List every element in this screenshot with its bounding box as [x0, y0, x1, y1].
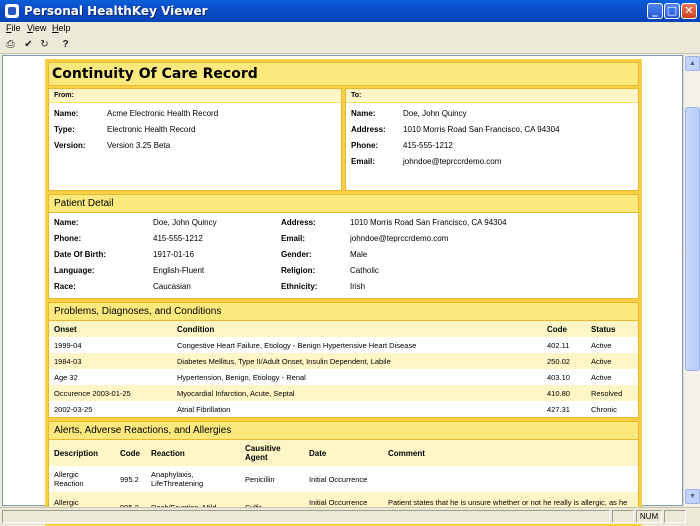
status-cell-blank: [612, 510, 634, 523]
col-alert-code: Code: [115, 440, 146, 466]
col-comment: Comment: [383, 440, 638, 466]
field-label: Language:: [54, 266, 95, 275]
field-row: [346, 154, 638, 170]
title-bar: [0, 0, 700, 22]
col-code: Code: [542, 321, 586, 337]
field-value: Caucasian: [153, 282, 191, 291]
help-icon[interactable]: ?: [62, 39, 69, 50]
col-status: Status: [586, 321, 638, 337]
field-value: 1010 Morris Road San Francisco, CA 94304: [350, 218, 507, 227]
to-section: [345, 88, 639, 191]
table-cell: 403.10: [547, 372, 570, 382]
field-value: 415-555-1212: [403, 141, 453, 150]
patient-detail-heading: Patient Detail: [49, 195, 638, 213]
col-date: Date: [304, 440, 383, 466]
field-value: 1010 Morris Road San Francisco, CA 94304: [403, 125, 560, 134]
table-cell: Occurence 2003-01-25: [49, 385, 172, 401]
field-value: Catholic: [350, 266, 379, 275]
table-cell: Chronic: [591, 404, 617, 414]
field-label: Email:: [281, 234, 306, 243]
table-row: [49, 337, 638, 353]
field-value: johndoe@teprccrdemo.com: [350, 234, 449, 243]
table-cell: Active: [591, 372, 612, 382]
table-cell: 250.02: [542, 353, 586, 369]
num-lock-indicator: NUM: [636, 510, 662, 523]
col-condition: Condition: [172, 321, 542, 337]
table-cell: [383, 466, 638, 492]
table-cell: Anaphylaxis, LifeThreatening: [151, 470, 204, 488]
status-message: [2, 510, 610, 523]
table-cell: Allergic Reaction: [54, 470, 84, 488]
app-icon[interactable]: [5, 4, 19, 18]
field-label: Religion:: [281, 266, 316, 275]
table-cell: Age 32: [54, 372, 78, 382]
maximize-button[interactable]: □: [664, 3, 680, 19]
table-cell: 402.11: [547, 340, 570, 350]
minimize-button[interactable]: _: [647, 3, 663, 19]
col-causitive-agent: Causitive Agent: [240, 440, 304, 466]
field-label: Type:: [54, 125, 75, 134]
col-description: Description: [49, 440, 115, 466]
field-row: [276, 263, 638, 279]
problems-heading: Problems, Diagnoses, and Conditions: [49, 303, 638, 321]
table-cell: Initial Occurrence: [304, 492, 383, 522]
table-cell: Atrial Fibrillation: [177, 404, 231, 414]
field-value: Electronic Health Record: [107, 125, 196, 134]
field-row: [49, 122, 341, 138]
scroll-down-button[interactable]: ▼: [685, 489, 700, 504]
problems-table: [49, 321, 638, 417]
field-row: [276, 279, 638, 295]
table-cell: Diabetes Mellitus, Type II/Adult Onset, Insulin Dependent, Labile: [172, 353, 542, 369]
table-cell: Penicillin: [245, 474, 275, 484]
field-value: Version 3.25 Beta: [107, 141, 171, 150]
field-value: English-Fluent: [153, 266, 205, 275]
field-label: Gender:: [281, 250, 312, 259]
scroll-thumb[interactable]: [685, 107, 700, 371]
field-value: johndoe@teprccrdemo.com: [403, 157, 502, 166]
field-row: [346, 122, 638, 138]
toolbar: [0, 36, 700, 54]
scroll-up-button[interactable]: ▲: [685, 56, 700, 71]
document-viewport[interactable]: [2, 55, 683, 506]
table-cell: Resolved: [586, 385, 638, 401]
table-cell: Myocardial Infarction, Acute, Septal: [172, 385, 542, 401]
problems-section: [48, 302, 639, 418]
field-label: Address:: [351, 125, 386, 134]
table-cell: Congestive Heart Failure, Etiology - Benign Hypertensive Heart Disease: [177, 340, 417, 350]
menu-bar: [0, 22, 700, 36]
field-label: Name:: [54, 218, 79, 227]
window-title: Personal HealthKey Viewer: [24, 4, 208, 18]
field-row: [276, 215, 638, 231]
table-row: [49, 401, 638, 417]
field-value: Male: [350, 250, 368, 259]
field-label: Ethnicity:: [281, 282, 318, 291]
table-row: [49, 369, 638, 385]
menu-help[interactable]: Help: [52, 23, 71, 33]
field-row: [49, 247, 276, 263]
field-label: Phone:: [54, 234, 82, 243]
print-icon[interactable]: ⎙: [6, 39, 15, 50]
table-cell: 410.80: [542, 385, 586, 401]
table-cell: 1984-03: [49, 353, 172, 369]
field-row: [49, 106, 341, 122]
vertical-scrollbar[interactable]: [683, 55, 700, 506]
field-label: Phone:: [351, 141, 379, 150]
field-row: [49, 263, 276, 279]
to-heading: To:: [346, 89, 638, 103]
table-cell: Hypertension, Benign, Etiology - Renal: [177, 372, 306, 382]
status-cell-blank-2: [664, 510, 686, 523]
field-value: Acme Electronic Health Record: [107, 109, 219, 118]
table-cell: 2002-03-25: [54, 404, 93, 414]
table-row: [49, 353, 638, 369]
table-row: [49, 466, 638, 492]
table-row: [49, 385, 638, 401]
field-label: Race:: [54, 282, 76, 291]
table-cell: 427.31: [547, 404, 570, 414]
table-cell: Active: [591, 340, 612, 350]
page-check-icon[interactable]: ✔: [24, 39, 33, 50]
field-label: Name:: [54, 109, 79, 118]
field-label: Version:: [54, 141, 86, 150]
alerts-heading: Alerts, Adverse Reactions, and Allergies: [49, 422, 638, 440]
table-cell: Initial Occurrence: [309, 474, 368, 484]
refresh-icon[interactable]: ↻: [40, 39, 49, 50]
status-bar: [0, 507, 700, 524]
field-row: [276, 231, 638, 247]
close-button[interactable]: ✕: [681, 3, 697, 19]
field-label: Name:: [351, 109, 376, 118]
field-label: Date Of Birth:: [54, 250, 106, 259]
field-row: [346, 106, 638, 122]
field-value: 1917-01-16: [153, 250, 194, 259]
field-row: [346, 138, 638, 154]
col-onset: Onset: [49, 321, 172, 337]
field-label: Email:: [351, 157, 376, 166]
field-row: [49, 279, 276, 295]
patient-detail-section: [48, 194, 639, 299]
field-value: Irish: [350, 282, 366, 291]
field-row: [49, 215, 276, 231]
field-row: [49, 231, 276, 247]
table-cell: Patient states that he is unsure whether or not he really is allergic, as he: [383, 492, 638, 522]
menu-view[interactable]: View: [27, 23, 47, 33]
menu-file[interactable]: File: [6, 23, 21, 33]
ccr-document: [45, 59, 642, 526]
field-value: Doe, John Quincy: [153, 218, 217, 227]
table-cell: Allergic: [49, 492, 115, 522]
field-value: 415-555-1212: [153, 234, 203, 243]
from-section: [48, 88, 342, 191]
table-cell: 1999-04: [54, 340, 82, 350]
from-heading: From:: [49, 89, 341, 103]
col-reaction: Reaction: [146, 440, 240, 466]
table-cell: 995.2: [120, 474, 139, 484]
table-cell: Active: [586, 353, 638, 369]
document-title: Continuity Of Care Record: [48, 62, 639, 86]
field-label: Address:: [281, 218, 316, 227]
field-row: [49, 138, 341, 154]
field-row: [276, 247, 638, 263]
field-value: Doe, John Quincy: [403, 109, 467, 118]
